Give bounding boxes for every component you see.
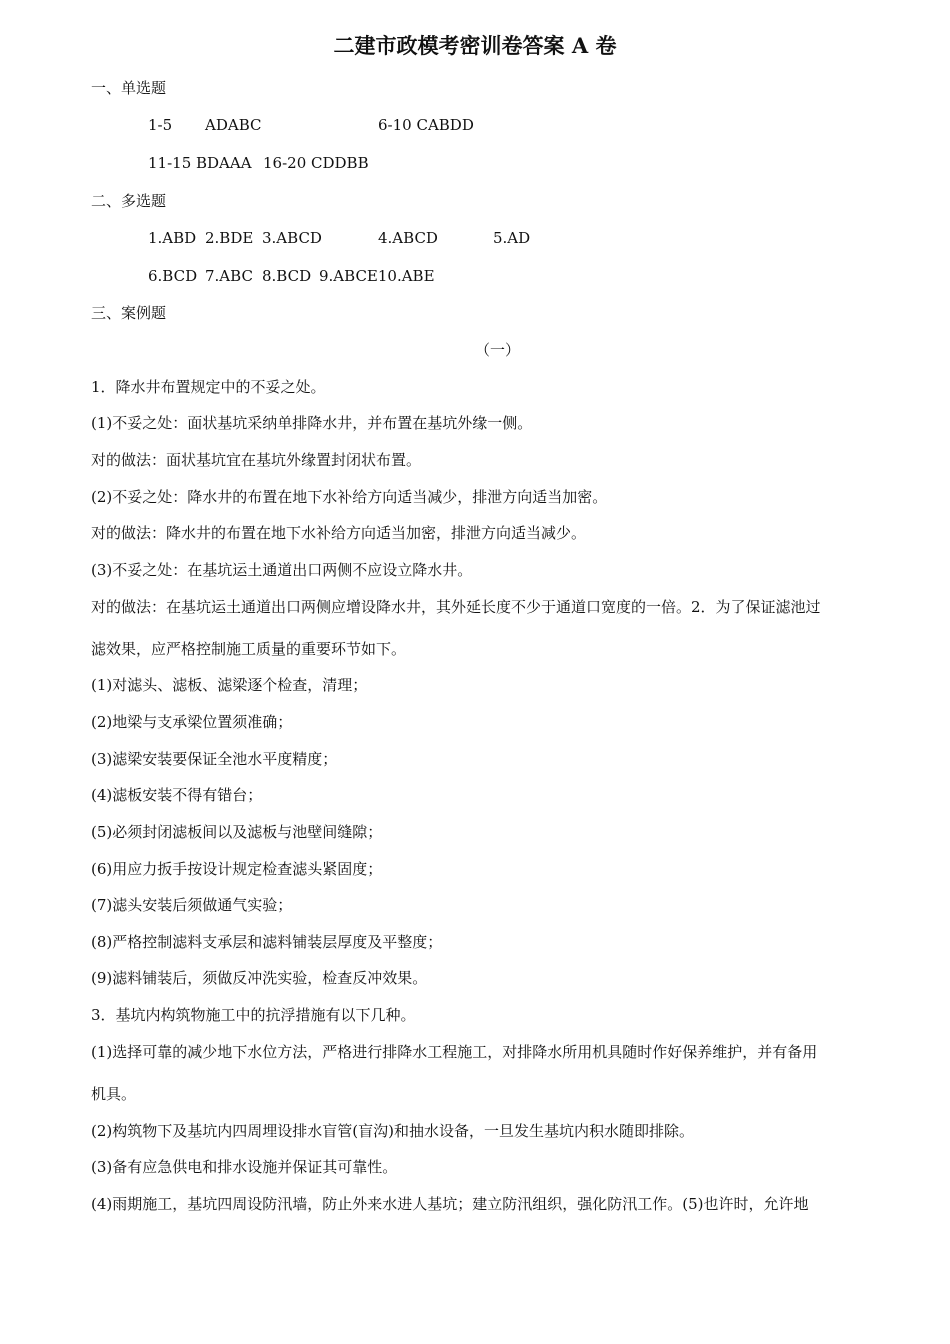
answer-group: 16-20 CDDBB: [263, 154, 369, 172]
answer-row: [148, 265, 950, 287]
paragraph-line: (1)对滤头、滤板、滤梁逐个检查，清理；: [91, 676, 368, 694]
paragraph-line: (9)滤料铺装后，须做反冲洗实验，检查反冲效果。: [91, 969, 428, 987]
paragraph-line: (2)构筑物下及基坑内四周埋设排水盲管(盲沟)和抽水设备，一旦发生基坑内积水随即排除。: [91, 1122, 694, 1140]
paragraph-line: (1)选择可靠的减少地下水位方法，严格进行排降水工程施工，对排降水所用机具随时作好保养维护，并有备用: [91, 1043, 818, 1061]
answer-item: 8.BCD: [262, 267, 312, 285]
paragraph-line: (7)滤头安装后须做通气实验；: [91, 896, 293, 914]
answer-item: 4.ABCD: [378, 229, 438, 247]
paragraph-line: 滤效果，应严格控制施工质量的重要环节如下。: [91, 640, 407, 658]
section-heading-multiple-choice: 二、多选题: [91, 192, 167, 210]
paragraph-line: (2)不妥之处：降水井的布置在地下水补给方向适当减少，排泄方向适当加密。: [91, 488, 608, 506]
answer-row: [148, 114, 950, 136]
paragraph-line: (3)不妥之处：在基坑运土通道出口两侧不应设立降水井。: [91, 561, 473, 579]
answer-range: 1-5: [148, 116, 173, 134]
paragraph-line: 机具。: [91, 1085, 137, 1103]
answer-item: 7.ABC: [205, 267, 253, 285]
paragraph-line: (3)备有应急供电和排水设施并保证其可靠性。: [91, 1158, 398, 1176]
paragraph-line: (8)严格控制滤料支承层和滤料铺装层厚度及平整度；: [91, 933, 443, 951]
paragraph-line: (3)滤梁安装要保证全池水平度精度；: [91, 750, 338, 768]
answer-item: 2.BDE: [205, 229, 254, 247]
case-label: （一）: [474, 341, 520, 359]
answer-item: 5.AD: [493, 229, 531, 247]
answer-item: 9.ABCE10.ABE: [319, 267, 435, 285]
answer-item: 6.BCD: [148, 267, 198, 285]
paragraph-line: (4)滤板安装不得有错台；: [91, 786, 263, 804]
paragraph-line: 对的做法：在基坑运土通道出口两侧应增设降水井，其外延长度不少于通道口宽度的一倍。2．为了保证滤池过: [91, 598, 821, 616]
paragraph-line: 3．基坑内构筑物施工中的抗浮措施有以下几种。: [91, 1006, 416, 1024]
paragraph-line: (5)必须封闭滤板间以及滤板与池壁间缝隙；: [91, 823, 383, 841]
paragraph-line: (4)雨期施工，基坑四周设防汛墙，防止外来水进人基坑；建立防汛组织，强化防汛工作。(5)也许时，允许地: [91, 1195, 809, 1213]
section-heading-single-choice: 一、单选题: [91, 79, 167, 97]
answer-row: [148, 152, 950, 174]
section-heading-case-study: 三、案例题: [91, 304, 167, 322]
paragraph-line: (6)用应力扳手按设计规定检查滤头紧固度；: [91, 860, 383, 878]
paragraph-line: 对的做法：面状基坑宜在基坑外缘置封闭状布置。: [91, 451, 422, 469]
document-title: 二建市政模考密训卷答案 A 卷: [333, 33, 617, 58]
paragraph-line: (2)地梁与支承梁位置须准确；: [91, 713, 293, 731]
answer-value: ADABC: [205, 116, 262, 134]
paragraph-line: 对的做法：降水井的布置在地下水补给方向适当加密，排泄方向适当减少。: [91, 524, 587, 542]
answer-group: 6-10 CABDD: [378, 116, 474, 134]
paragraph-line: (1)不妥之处：面状基坑采纳单排降水井，并布置在基坑外缘一侧。: [91, 414, 533, 432]
answer-group: 11-15 BDAAA: [148, 154, 252, 172]
answer-item: 1.ABD: [148, 229, 197, 247]
paragraph-line: 1．降水井布置规定中的不妥之处。: [91, 378, 326, 396]
answer-item: 3.ABCD: [262, 229, 322, 247]
answer-row: [148, 227, 950, 249]
